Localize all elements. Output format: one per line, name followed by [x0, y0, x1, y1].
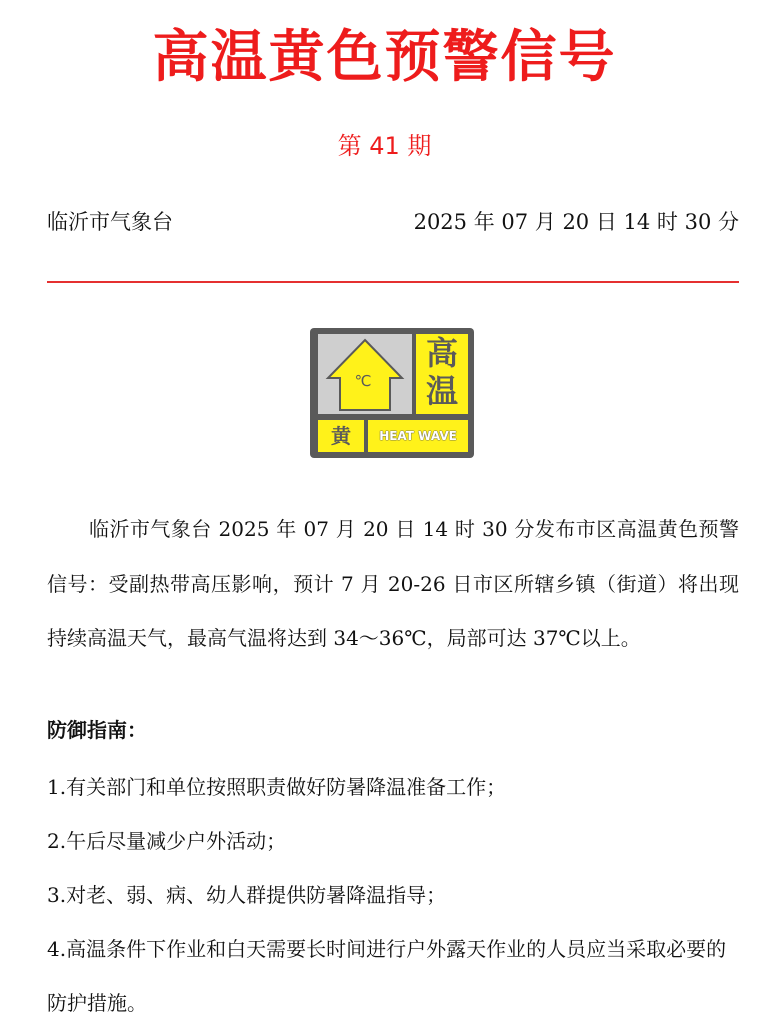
guide-item: 2.午后尽量减少户外活动； — [47, 829, 287, 853]
sign-color-label: 黄 — [318, 420, 364, 452]
meta-row — [47, 204, 739, 240]
warning-paragraph: 临沂市气象台 2025 年 07 月 20 日 14 时 30 分发布市区高温黄色预警信号：受副热带高压影响，预计 7 月 20-26 日市区所辖乡镇（街道）将出现持续高温天气，最高气温将达到 34～36℃，局部可达 37℃以上。 — [47, 517, 739, 650]
sign-english-label: HEAT WAVE — [368, 420, 468, 452]
issue-datetime: 2025 年 07 月 20 日 14 时 30 分 — [413, 210, 739, 234]
guide-item: 1.有关部门和单位按照职责做好防暑降温准备工作； — [47, 775, 507, 799]
header-divider — [47, 281, 739, 283]
guide-item: 3.对老、弱、病、幼人群提供防暑降温指导； — [47, 883, 447, 907]
sign-kanji-panel — [416, 334, 468, 414]
degree-celsius-icon: ℃ — [354, 372, 372, 390]
sign-kanji-high: 高 — [425, 334, 458, 372]
warning-body — [47, 502, 739, 666]
guide-title: 防御指南： — [47, 718, 147, 742]
guide-list — [47, 760, 739, 1030]
sign-kanji-temp: 温 — [425, 372, 458, 410]
issue-number: 第 41 期 — [337, 132, 432, 160]
heat-wave-yellow-warning-icon — [310, 328, 474, 458]
guide-item: 4.高温条件下作业和白天需要长时间进行户外露天作业的人员应当采取必要的防护措施。 — [47, 937, 727, 1015]
page-title: 高温黄色预警信号 — [152, 25, 617, 90]
issuing-organization: 临沂市气象台 — [47, 210, 173, 234]
